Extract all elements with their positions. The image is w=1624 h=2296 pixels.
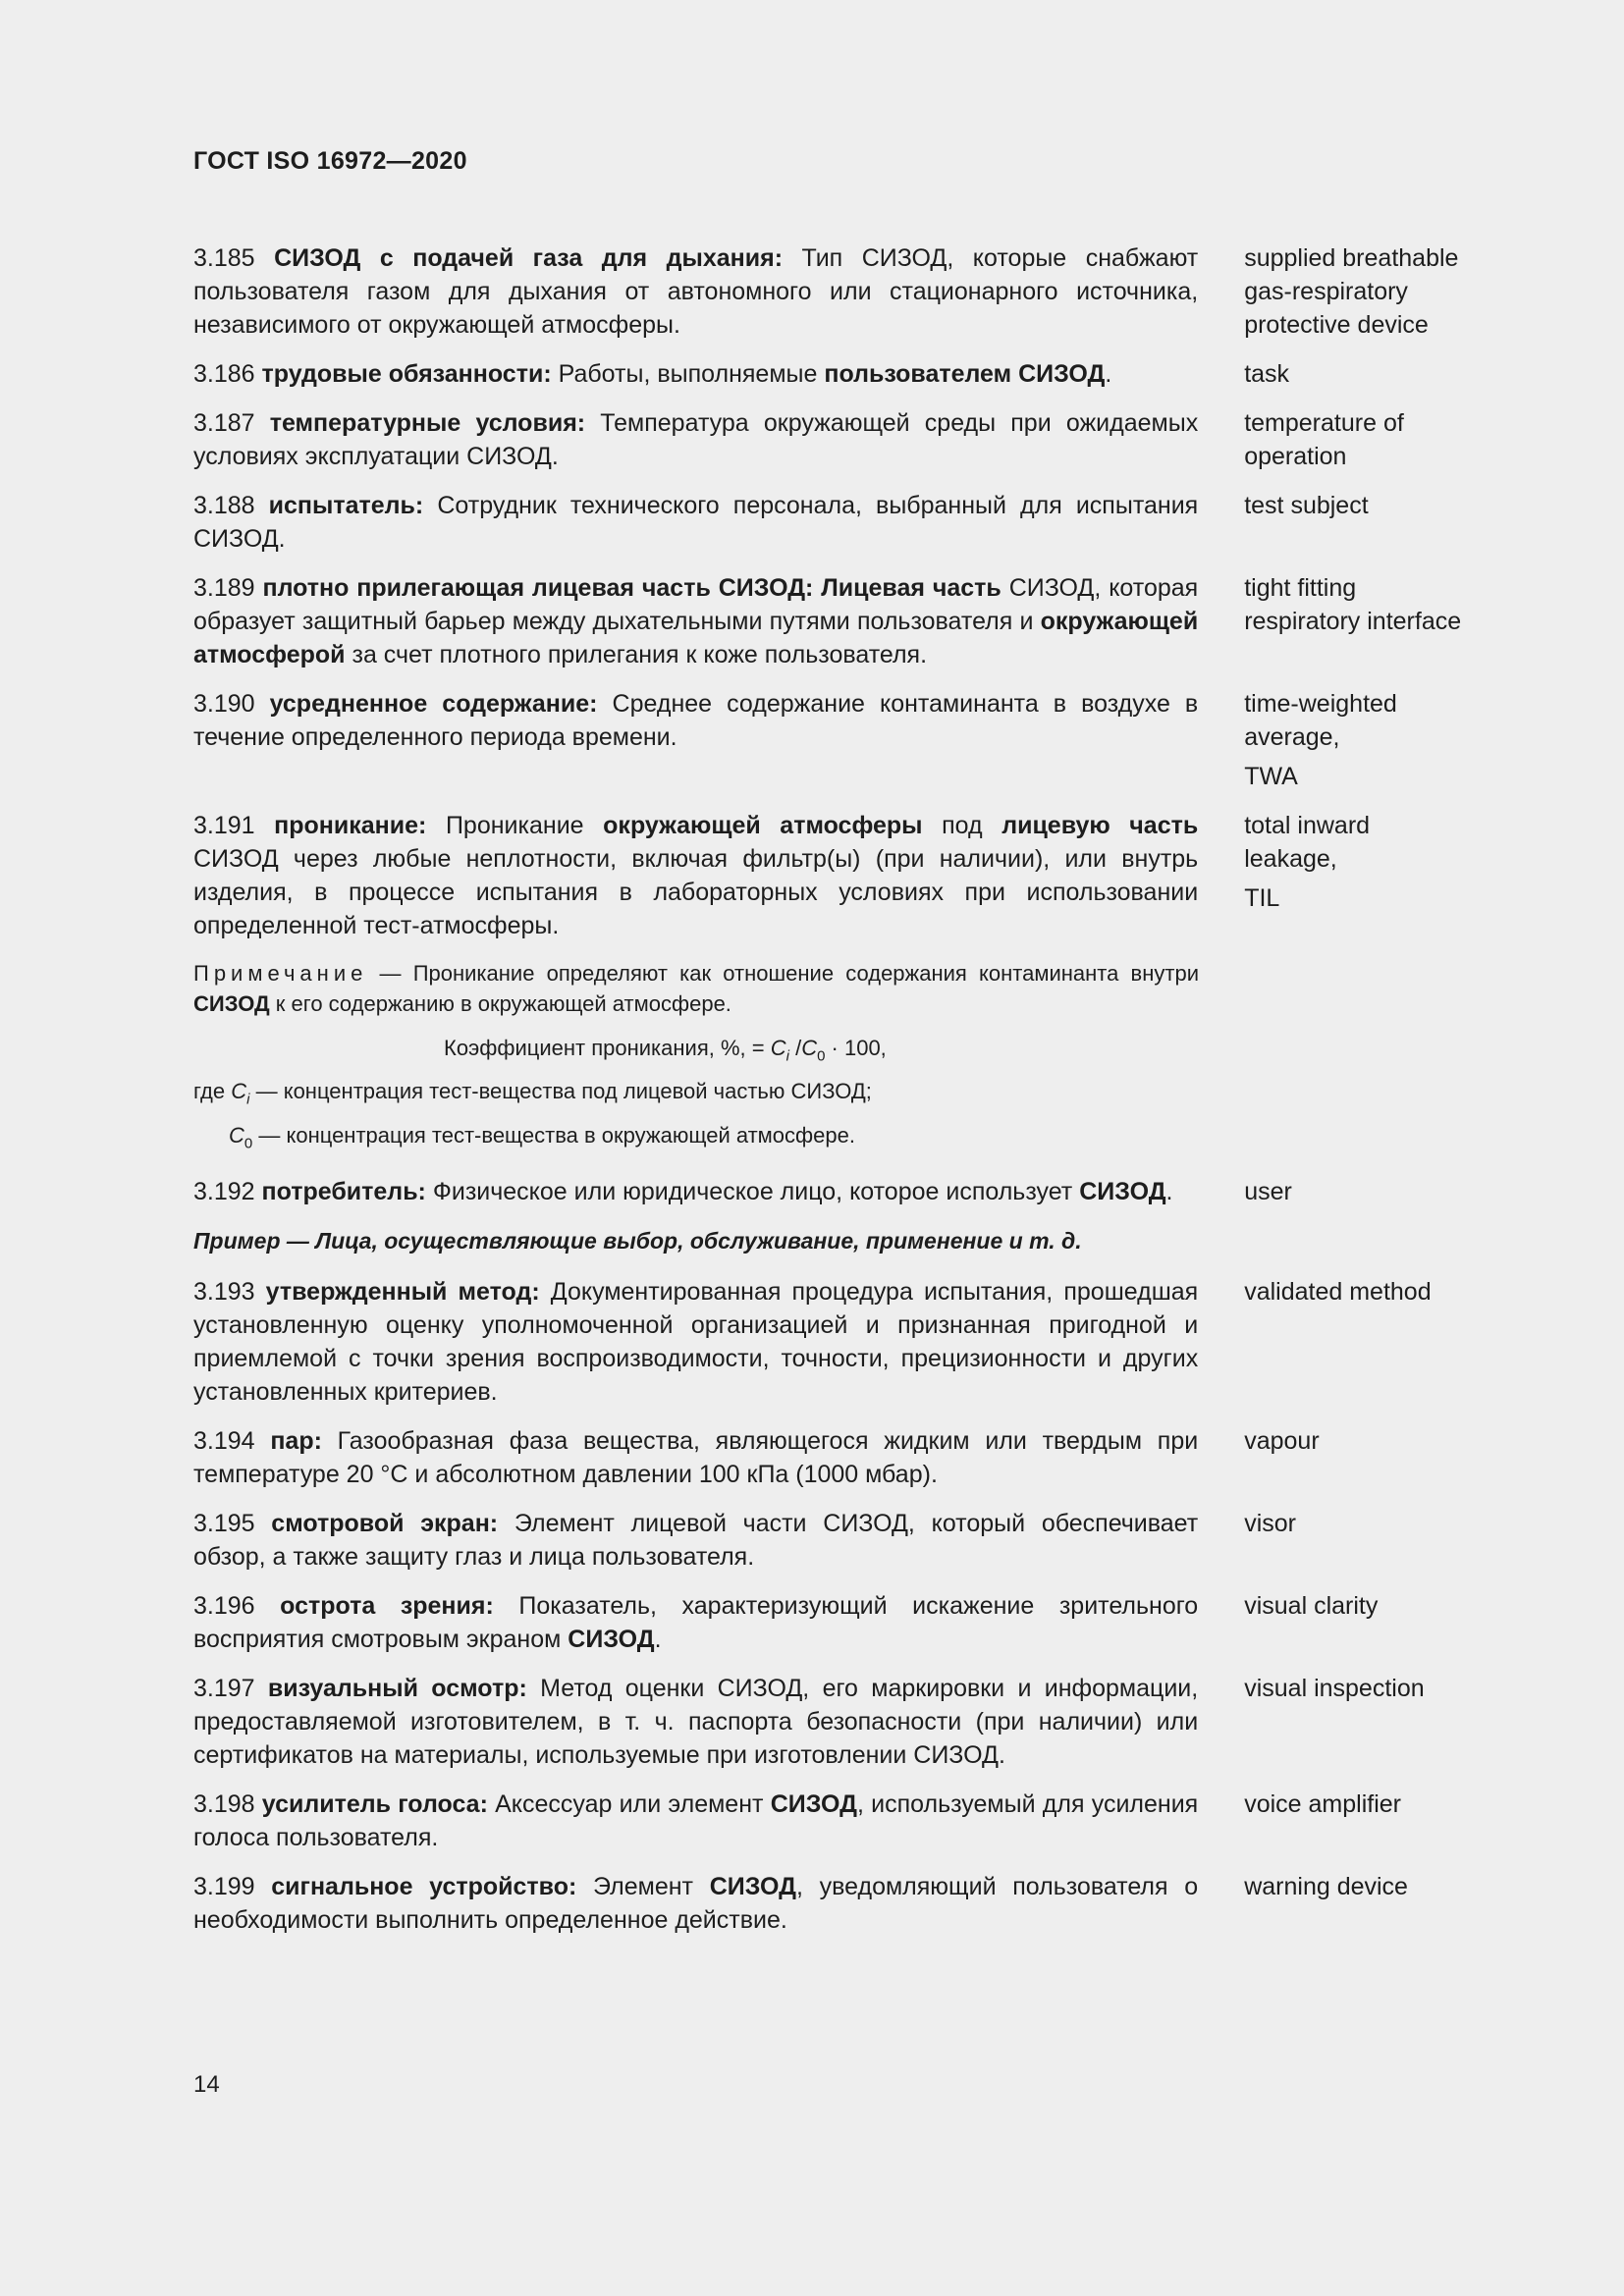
english-equivalent (1244, 1589, 1499, 1623)
term-title: сигнальное устройство: (271, 1873, 577, 1901)
term-title: температурные условия: (269, 409, 586, 437)
english-term-line: visual clarity (1244, 1592, 1379, 1621)
term-number: 3.188 (193, 492, 255, 519)
term-text: за счет плотного прилегания к коже пользователя. (352, 641, 928, 668)
term-text: Работы, выполняемые (558, 360, 818, 388)
term-title: пар: (270, 1427, 322, 1456)
english-term-line: warning device (1244, 1873, 1408, 1901)
term-definition (193, 809, 1198, 942)
page-number: 14 (193, 2071, 220, 2098)
english-term-line: supplied breathable (1244, 244, 1459, 272)
term-entry-3-195 (193, 1507, 1499, 1574)
term-text: СИЗОД через любые неплотности, включая фильтр(ы) (при наличии), или внутрь изделия, в процессе испытания в лабораторных условиях при использовании определенной тест-атмосферы. (193, 845, 1199, 939)
term-text: . (654, 1626, 662, 1654)
term-text: Физическое или юридическое лицо, которое использует (432, 1178, 1073, 1206)
english-term-line: tight fitting (1244, 574, 1357, 602)
english-equivalent (1244, 1507, 1499, 1540)
term-text: Тип СИЗОД, которые снабжают пользователя газом для дыхания от автономного или стационарного источника, независимого от окружающей атмосферы. (193, 244, 1199, 339)
formula-where-line (193, 1074, 1199, 1117)
term-text: СИЗОД, которая образует защитный барьер между дыхательными путями пользователя и (193, 574, 1199, 635)
term-entry-3-187 (193, 406, 1499, 473)
english-term-line: user (1244, 1178, 1292, 1206)
english-equivalent (1244, 571, 1499, 638)
term-definition (193, 1275, 1198, 1409)
term-text: , уведомляющий пользователя о необходимости выполнить определенное действие. (193, 1873, 1199, 1935)
term-definition (193, 357, 1198, 391)
term-title: трудовые обязанности: (261, 360, 552, 388)
term-title: СИЗОД с подачей газа для дыхания: (274, 244, 784, 272)
term-number: 3.195 (193, 1510, 255, 1538)
term-entry-3-189 (193, 571, 1499, 671)
formula-subscript: 0 (817, 1047, 826, 1065)
term-title: смотровой экран: (271, 1510, 499, 1538)
term-definition (193, 1424, 1198, 1491)
term-reference: СИЗОД (568, 1626, 655, 1654)
term-definition (193, 1589, 1198, 1656)
formula-tail: · 100, (825, 1036, 887, 1060)
term-text: Аксессуар или элемент (495, 1790, 764, 1819)
term-reference: СИЗОД (1079, 1178, 1166, 1206)
where-text: — концентрация тест-вещества под лицевой частью СИЗОД; (249, 1079, 872, 1104)
english-term-line: validated method (1244, 1278, 1432, 1307)
term-text: , используемый для усиления голоса пользователя. (193, 1790, 1199, 1852)
term-reference: окружающей атмосферой (193, 608, 1199, 668)
english-equivalent (1244, 489, 1499, 522)
term-entry-3-194 (193, 1424, 1499, 1491)
english-abbreviation: TWA (1244, 763, 1298, 790)
english-abbreviation: TIL (1244, 884, 1280, 912)
term-entry-3-196 (193, 1589, 1499, 1656)
english-term-line: gas-respiratory (1244, 278, 1408, 305)
term-definition (193, 1175, 1198, 1208)
term-title: испытатель: (268, 492, 424, 519)
term-number: 3.196 (193, 1592, 255, 1621)
term-title: усилитель голоса: (261, 1790, 488, 1819)
term-text: Газообразная фаза вещества, являющегося жидким или твердым при температуре 20 °C и абсолютном давлении 100 кПа (1000 мбар). (193, 1427, 1199, 1489)
term-number: 3.189 (193, 574, 255, 602)
term-number: 3.186 (193, 360, 255, 388)
english-equivalent (1244, 406, 1499, 473)
term-entry-3-198 (193, 1788, 1499, 1854)
english-term-line: average, (1244, 723, 1340, 751)
term-title: потребитель: (261, 1178, 426, 1206)
term-entry-3-193 (193, 1275, 1499, 1409)
term-text: . (1105, 360, 1112, 388)
term-text: Элемент (593, 1873, 693, 1901)
term-entry-3-191 (193, 809, 1499, 942)
term-definition (193, 1870, 1198, 1937)
term-entry-3-190 (193, 687, 1499, 793)
formula-symbol: C (801, 1036, 818, 1060)
where-text: — концентрация тест-вещества в окружающей атмосфере. (252, 1122, 855, 1148)
term-text: Показатель, характеризующий искажение зрительного восприятия смотровым экраном (193, 1592, 1199, 1654)
term-number: 3.199 (193, 1873, 255, 1901)
english-equivalent (1244, 357, 1499, 391)
english-term-line: respiratory interface (1244, 608, 1462, 635)
term-definition (193, 687, 1198, 754)
term-entry-3-188 (193, 489, 1499, 556)
note-label: Примечание (193, 961, 368, 986)
note-text: к его содержанию в окружающей атмосфере. (269, 991, 731, 1016)
term-text: Документированная процедура испытания, прошедшая установленную оценку уполномоченной организацией и признанная пригодной и приемлемой с точки зрения воспроизводимости, точности, прецизионности и других установленных критериев. (193, 1278, 1199, 1407)
term-text: Метод оценки СИЗОД, его маркировки и информации, предоставляемой изготовителем, в т. ч. паспорта безопасности (при наличии) или сертификатов на материалы, используемые при изготовлении СИЗОД. (193, 1675, 1199, 1770)
term-title: плотно прилегающая лицевая часть СИЗОД: (262, 574, 814, 602)
example-3-192: Пример — Лица, осуществляющие выбор, обслуживание, применение и т. д. (193, 1228, 1082, 1255)
term-number: 3.185 (193, 244, 255, 272)
term-number: 3.191 (193, 812, 255, 839)
terms-list (193, 241, 1499, 1952)
formula-where-line (193, 1118, 1199, 1161)
term-entry-3-186 (193, 357, 1499, 391)
term-definition (193, 1672, 1198, 1772)
term-entry-3-185 (193, 241, 1499, 342)
english-equivalent (1244, 1424, 1499, 1458)
note-text: — Проникание определяют как отношение содержания контаминанта внутри (367, 961, 1199, 986)
term-reference: окружающей атмосферы (603, 812, 923, 839)
english-term-line: visor (1244, 1510, 1296, 1538)
english-term-line: temperature of (1244, 409, 1404, 437)
english-term-line: visual inspection (1244, 1675, 1425, 1703)
english-term-line: leakage, (1244, 845, 1337, 873)
term-reference: СИЗОД (709, 1873, 796, 1901)
formula-symbol: C (770, 1036, 786, 1060)
english-term-line: operation (1244, 443, 1347, 470)
term-text: под (942, 812, 983, 839)
formula-subscript: i (246, 1091, 250, 1108)
english-term-line: voice amplifier (1244, 1790, 1401, 1819)
term-text: . (1165, 1178, 1173, 1206)
english-equivalent (1244, 1175, 1499, 1208)
formula-subscript: i (785, 1047, 789, 1065)
formula-label: Коэффициент проникания, %, = (444, 1036, 771, 1060)
note-term-reference: СИЗОД (193, 991, 270, 1016)
term-definition (193, 1507, 1198, 1574)
formula-symbol: C (231, 1079, 247, 1104)
where-prefix: где (193, 1079, 232, 1104)
term-text: Сотрудник технического персонала, выбранный для испытания СИЗОД. (193, 492, 1199, 553)
formula-symbol: C (229, 1122, 244, 1148)
term-number: 3.194 (193, 1427, 255, 1456)
note-3-191 (193, 958, 1199, 1019)
term-number: 3.193 (193, 1278, 255, 1307)
term-text: Проникание (445, 812, 584, 839)
document-code-header: ГОСТ ISO 16972—2020 (193, 147, 467, 175)
term-reference: СИЗОД (770, 1790, 857, 1819)
formula-equation (193, 1031, 1199, 1074)
term-title: визуальный осмотр: (267, 1675, 527, 1703)
term-definition (193, 489, 1198, 556)
english-equivalent (1244, 1275, 1499, 1308)
term-definition (193, 241, 1198, 342)
term-title: проникание: (274, 812, 427, 839)
english-term-line: protective device (1244, 311, 1429, 339)
term-text: Температура окружающей среды при ожидаемых условиях эксплуатации СИЗОД. (193, 409, 1199, 470)
english-equivalent (1244, 241, 1499, 342)
term-title: утвержденный метод: (265, 1278, 540, 1307)
term-definition (193, 406, 1198, 473)
term-title: усредненное содержание: (269, 690, 598, 718)
term-number: 3.190 (193, 690, 255, 718)
term-number: 3.197 (193, 1675, 255, 1703)
term-entry-3-192 (193, 1175, 1499, 1208)
term-reference: Лицевая часть (821, 574, 1001, 602)
english-equivalent (1244, 1870, 1499, 1903)
term-definition (193, 571, 1198, 671)
term-reference: лицевую часть (1001, 812, 1199, 839)
term-entry-3-197 (193, 1672, 1499, 1772)
term-number: 3.187 (193, 409, 255, 437)
english-equivalent (1244, 687, 1499, 793)
term-entry-3-199 (193, 1870, 1499, 1937)
term-number: 3.192 (193, 1178, 255, 1206)
term-reference: пользователем СИЗОД (824, 360, 1106, 388)
formula-block (193, 1031, 1199, 1161)
term-text: Элемент лицевой части СИЗОД, который обеспечивает обзор, а также защиту глаз и лица пользователя. (193, 1510, 1199, 1572)
term-definition (193, 1788, 1198, 1854)
term-title: острота зрения: (280, 1592, 494, 1621)
term-number: 3.198 (193, 1790, 255, 1819)
term-text: Среднее содержание контаминанта в воздухе в течение определенного периода времени. (193, 690, 1199, 751)
english-term-line: task (1244, 360, 1290, 388)
english-equivalent (1244, 809, 1499, 915)
english-equivalent (1244, 1788, 1499, 1821)
english-term-line: time-weighted (1244, 690, 1397, 718)
formula-subscript: 0 (244, 1135, 253, 1152)
formula-operator: / (788, 1036, 802, 1060)
english-term-line: total inward (1244, 812, 1371, 839)
english-term-line: vapour (1244, 1427, 1320, 1456)
english-equivalent (1244, 1672, 1499, 1705)
english-term-line: test subject (1244, 492, 1369, 519)
